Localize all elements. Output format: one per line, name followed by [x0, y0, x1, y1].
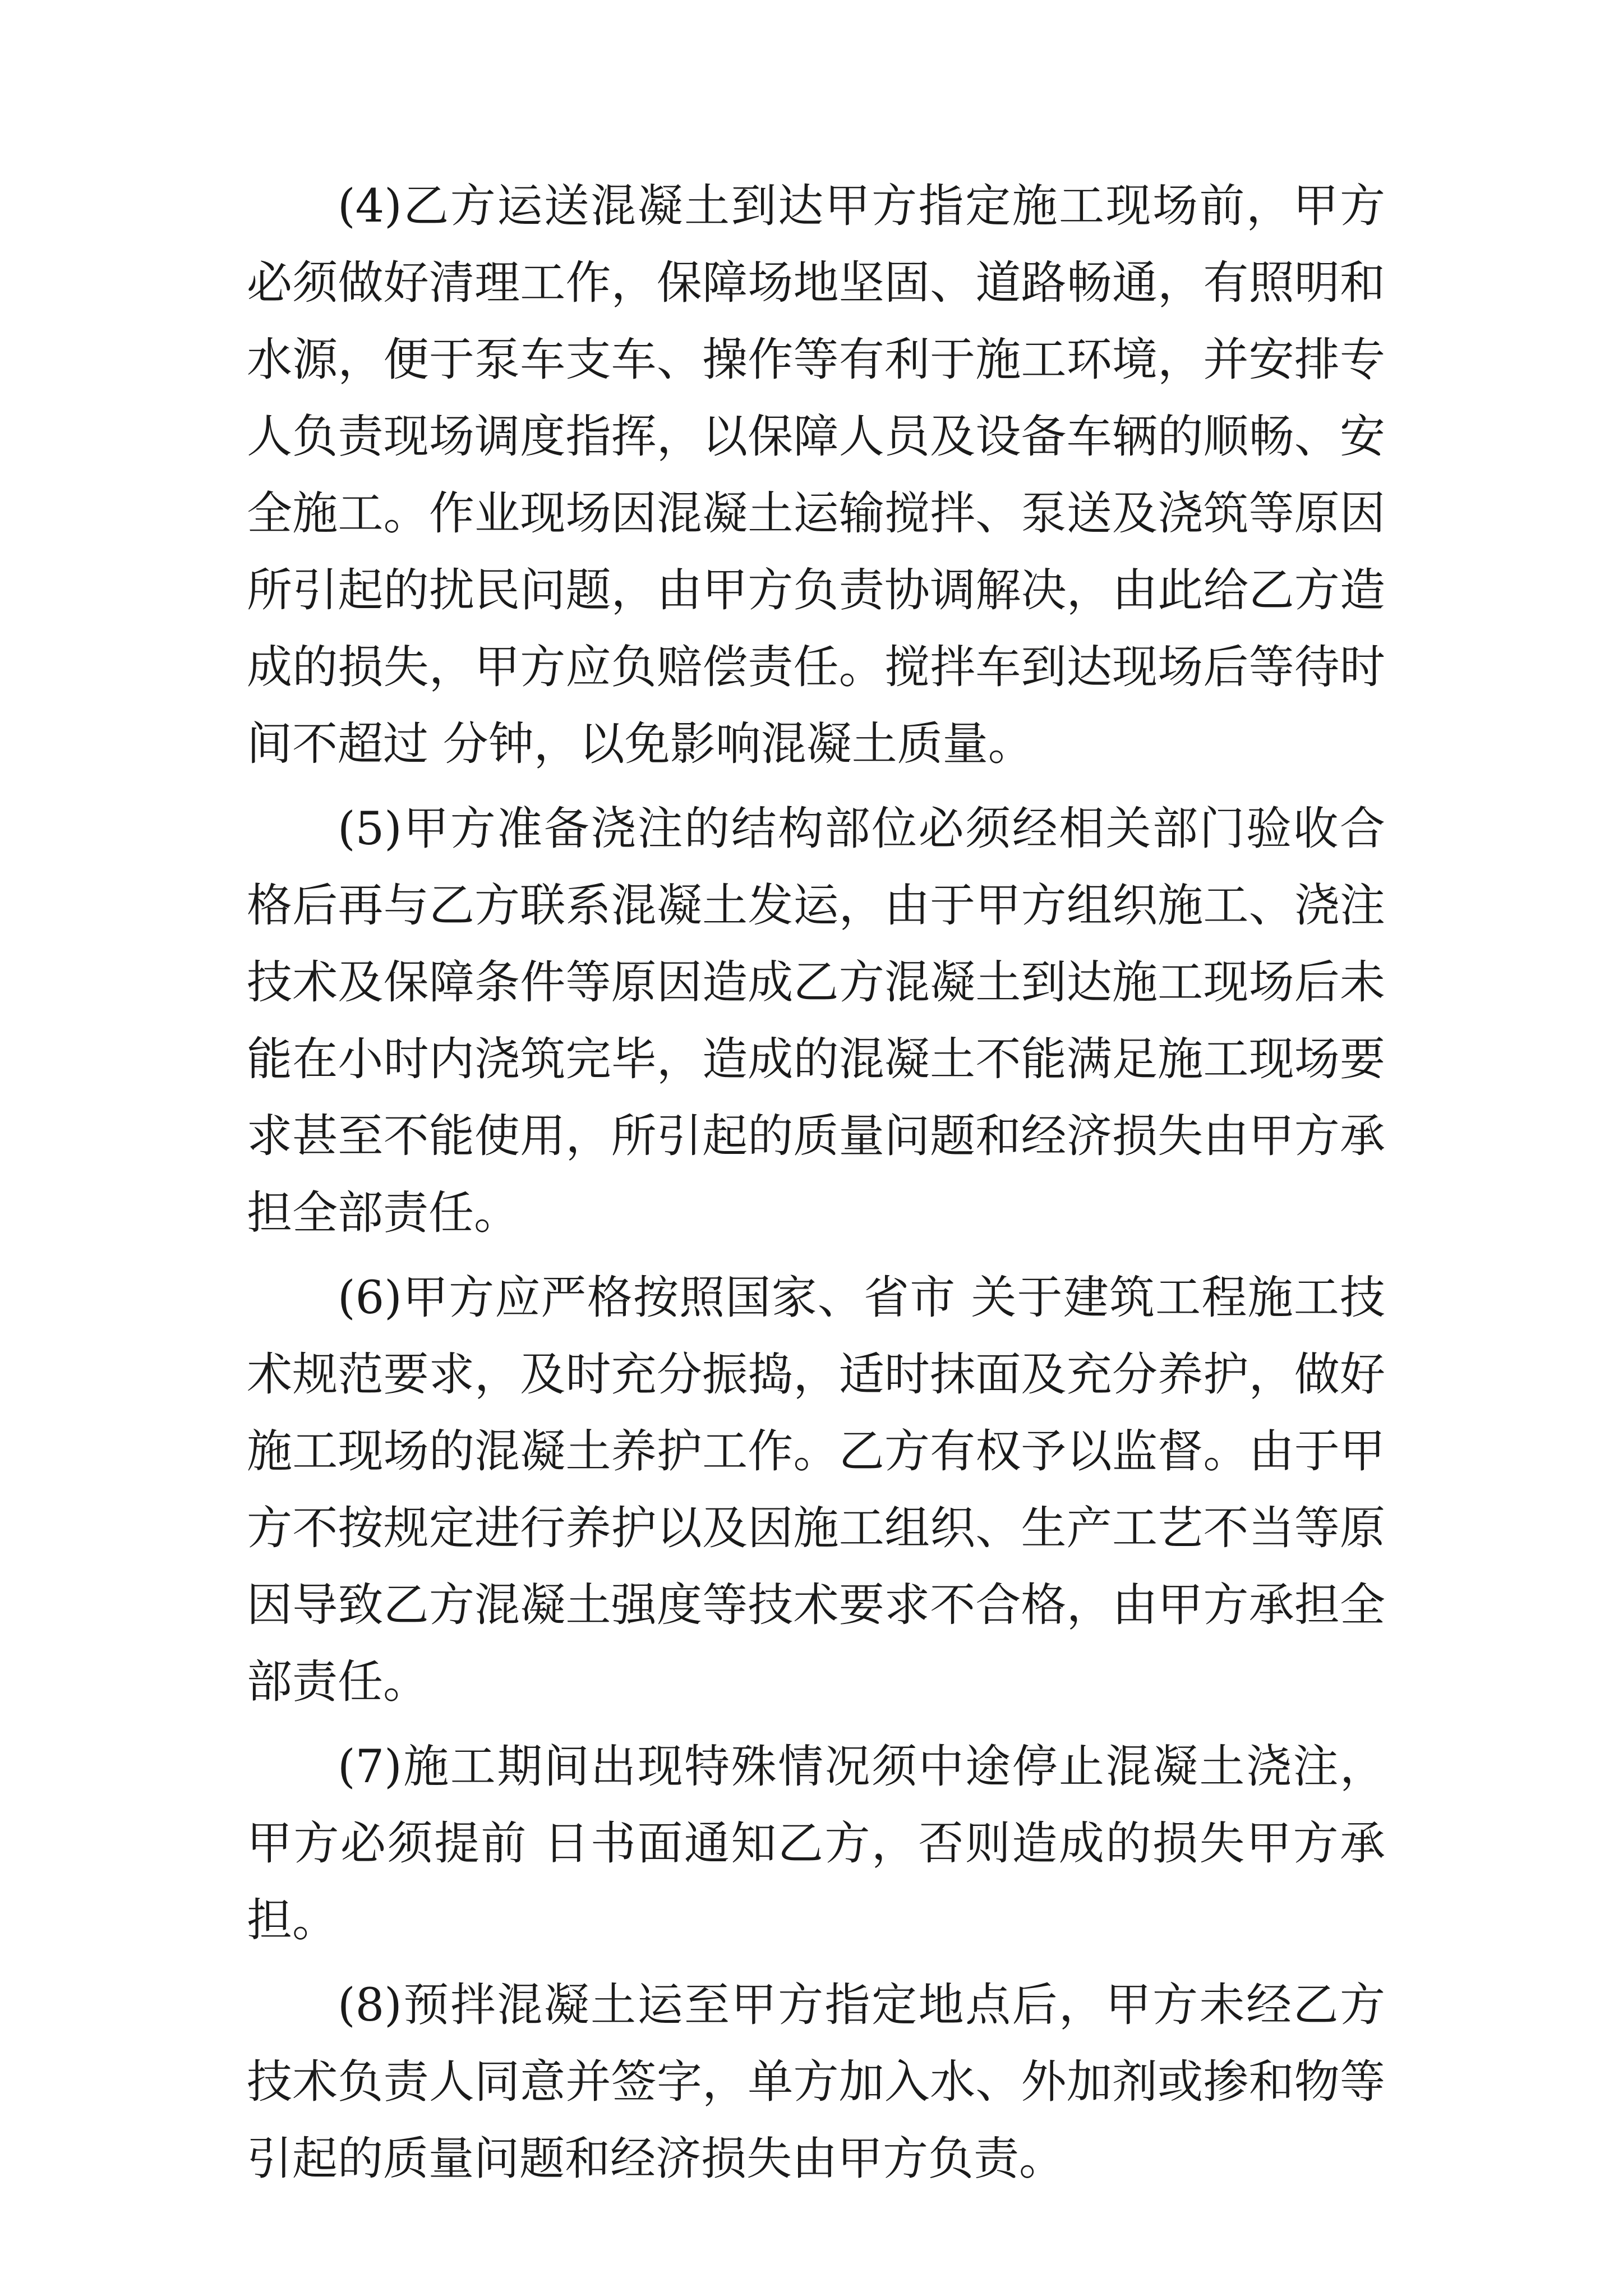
paragraph-5: (5)甲方准备浇注的结构部位必须经相关部门验收合格后再与乙方联系混凝土发运，由于甲方组织施工、浇注技术及保障条件等原因造成乙方混凝土到达施工现场后未能在小时内浇筑完毕，造成的混凝土不能满足施工现场要求甚至不能使用，所引起的质量问题和经济损失由甲方承担全部责任。	[247, 803, 1385, 1240]
document-body	[247, 168, 1385, 2198]
paragraph-4: (4)乙方运送混凝土到达甲方指定施工现场前，甲方必须做好清理工作，保障场地坚固、道路畅通，有照明和水源，便于泵车支车、操作等有利于施工环境，并安排专人负责现场调度指挥，以保障人员及设备车辆的顺畅、安全施工。作业现场因混凝土运输搅拌、泵送及浇筑等原因所引起的扰民问题，由甲方负责协调解决，由此给乙方造成的损失，甲方应负赔偿责任。搅拌车到达现场后等待时间不超过 分钟，以免影响混凝土质量。	[247, 180, 1385, 771]
paragraph-8: (8)预拌混凝土运至甲方指定地点后，甲方未经乙方技术负责人同意并签字，单方加入水、外加剂或掺和物等引起的质量问题和经济损失由甲方负责。	[247, 1979, 1385, 2185]
paragraph-7: (7)施工期间出现特殊情况须中途停止混凝土浇注，甲方必须提前 日书面通知乙方，否则造成的损失甲方承担。	[247, 1741, 1385, 1947]
paragraph-6: (6)甲方应严格按照国家、省市 关于建筑工程施工技术规范要求，及时充分振捣，适时抹面及充分养护，做好施工现场的混凝土养护工作。乙方有权予以监督。由于甲方不按规定进行养护以及因施工组织、生产工艺不当等原因导致乙方混凝土强度等技术要求不合格，由甲方承担全部责任。	[247, 1272, 1385, 1709]
